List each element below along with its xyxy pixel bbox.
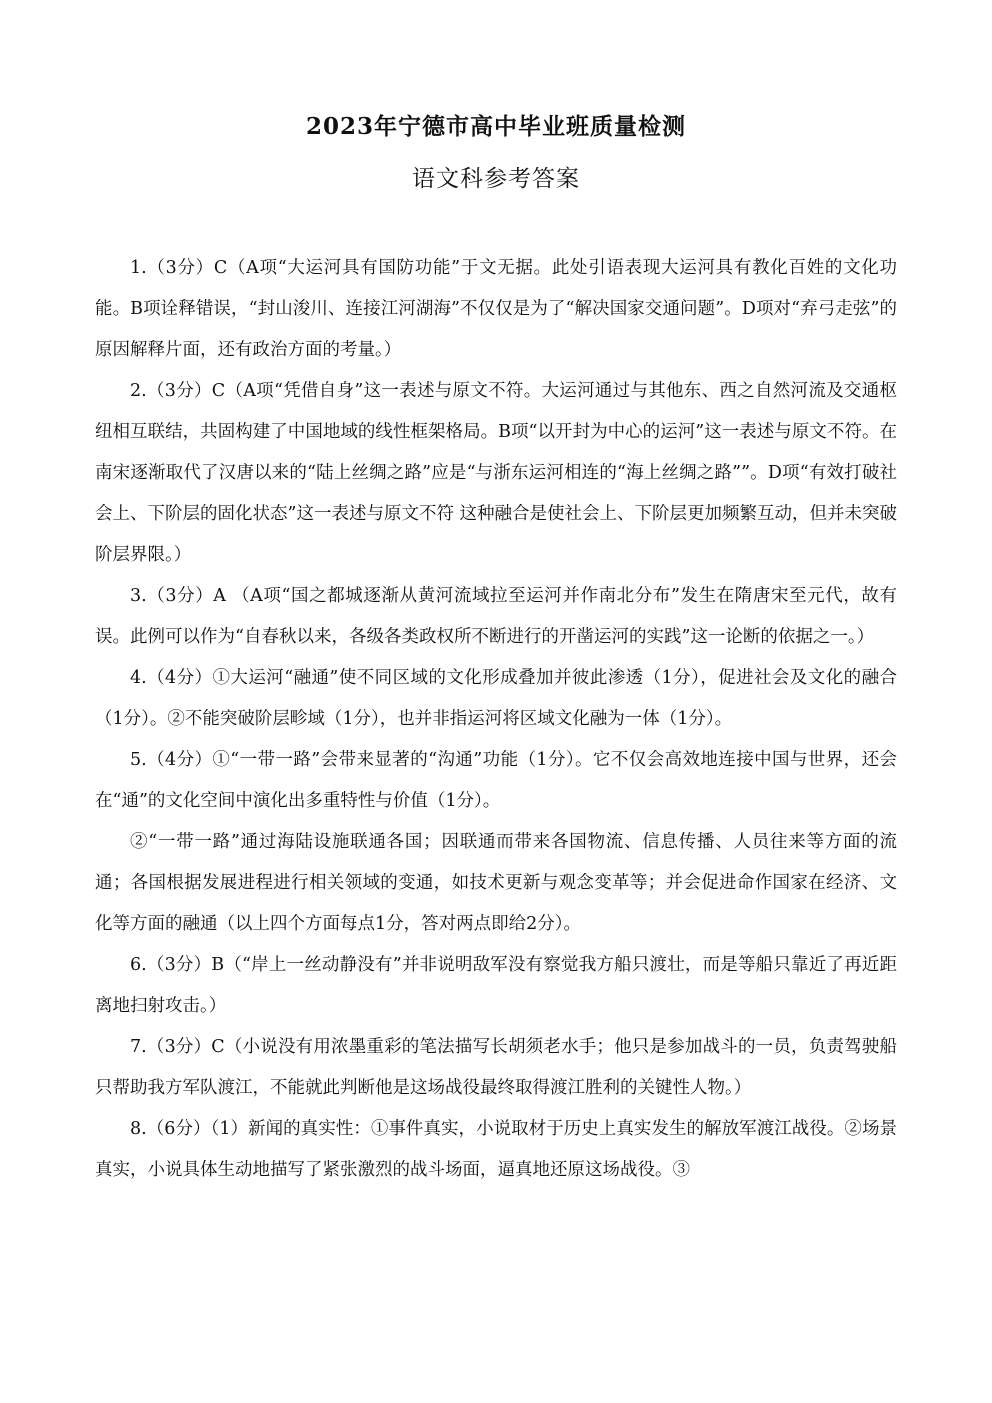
answer-item-7: 7.（3分）C（小说没有用浓墨重彩的笔法描写长胡须老水手；他只是参加战斗的一员，负责驾驶船只帮助我方军队渡江，不能就此判断他是这场战役最终取得渡江胜利的关键性人物。） — [95, 1037, 897, 1098]
answer-item-8: 8.（6分）（1）新闻的真实性：①事件真实，小说取材于历史上真实发生的解放军渡江战役。②场景真实，小说具体生动地描写了紧张激烈的战斗场面，逼真地还原这场战役。③ — [95, 1119, 897, 1180]
document-title: 2023年宁德市高中毕业班质量检测 — [305, 113, 686, 140]
answer-item-5-part-2: ②“一带一路”通过海陆设施联通各国；因联通而带来各国物流、信息传播、人员往来等方面的流通；各国根据发展进程进行相关领域的变通，如技术更新与观念变革等；并会促进命作国家在经济、文化等方面的融通（以上四个方面每点1分，答对两点即给2分）。 — [95, 832, 897, 934]
document-subtitle: 语文科参考答案 — [412, 166, 580, 192]
answer-item-1: 1.（3分）C（A项“大运河具有国防功能”于文无据。此处引语表现大运河具有教化百姓的文化功能。B项诠释错误，“封山浚川、连接江河湖海”不仅仅是为了“解决国家交通问题”。D项对“弃弓走弦”的原因解释片面，还有政治方面的考量。） — [95, 258, 897, 360]
answer-list — [95, 248, 897, 1191]
answer-item-5-part-1: 5.（4分）①“一带一路”会带来显著的“沟通”功能（1分）。它不仅会高效地连接中国与世界，还会在“通”的文化空间中演化出多重特性与价值（1分）。 — [95, 750, 897, 811]
answer-item-6: 6.（3分）B（“岸上一丝动静没有”并非说明敌军没有察觉我方船只渡壮，而是等船只靠近了再近距离地扫射攻击。） — [95, 955, 897, 1016]
answer-item-2: 2.（3分）C（A项“凭借自身”这一表述与原文不符。大运河通过与其他东、西之自然河流及交通枢纽相互联结，共固构建了中国地域的线性框架格局。B项“以开封为中心的运河”这一表述与原文不符。在南宋逐渐取代了汉唐以来的“陆上丝绸之路”应是“与浙东运河相连的“海上丝绸之路””。D项“有效打破社会上、下阶层的固化状态”这一表述与原文不符 这种融合是使社会上、下阶层更加频繁互动，但并未突破阶层界限。） — [95, 381, 898, 565]
answer-item-3: 3.（3分）A （A项“国之都城逐渐从黄河流域拉至运河并作南北分布”发生在隋唐宋至元代，故有误。此例可以作为“自春秋以来，各级各类政权所不断进行的开凿运河的实践”这一论断的依据之一。） — [95, 586, 897, 647]
answer-item-4: 4.（4分）①大运河“融通”使不同区域的文化形成叠加并彼此渗透（1分），促进社会及文化的融合（1分）。②不能突破阶层畛域（1分），也并非指运河将区域文化融为一体（1分）。 — [95, 668, 897, 729]
